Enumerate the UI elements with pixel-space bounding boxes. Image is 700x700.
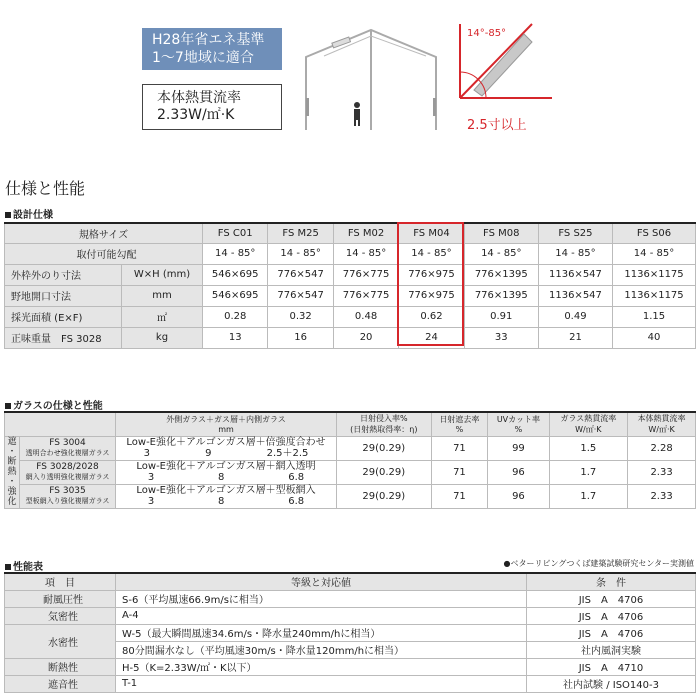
glass-header-uv: UVカット率 % xyxy=(488,412,549,436)
spec-cell: 776×547 xyxy=(268,285,333,306)
spec-cell: 776×975 xyxy=(399,285,464,306)
glass-uv-cut: 99 xyxy=(488,436,549,460)
spec-cell: 14 - 85° xyxy=(268,243,333,264)
spec-cell: 0.32 xyxy=(268,306,333,327)
spec-row-label: 取付可能勾配 xyxy=(5,243,203,264)
glass-body-u-value: 2.28 xyxy=(628,436,696,460)
glass-solar-in: 29(0.29) xyxy=(337,436,432,460)
perf-item: 断熱性 xyxy=(5,658,116,675)
glass-solar-in: 29(0.29) xyxy=(337,484,432,508)
perf-item: 気密性 xyxy=(5,607,116,624)
spec-cell: 14 - 85° xyxy=(333,243,398,264)
perf-header-item: 項 目 xyxy=(5,573,116,590)
spec-header-size: FS S06 xyxy=(613,223,696,243)
spec-cell: 14 - 85° xyxy=(203,243,268,264)
spec-cell: 546×695 xyxy=(203,285,268,306)
compliance-line1: H28年省エネ基準 xyxy=(152,32,265,48)
spec-cell: 14 - 85° xyxy=(399,243,464,264)
glass-header-solar-cut: 日射遮去率 % xyxy=(431,412,488,436)
spec-cell: 1136×1175 xyxy=(613,264,696,285)
perf-condition: JIS A 4706 xyxy=(527,590,696,607)
spec-row-label: 正味重量 FS 3028 xyxy=(5,327,122,348)
spec-cell: 776×775 xyxy=(333,285,398,306)
spec-header-label: 規格サイズ xyxy=(5,223,203,243)
spec-header-size: FS M08 xyxy=(464,223,538,243)
glass-solar-cut: 71 xyxy=(431,484,488,508)
glass-header-body-u: 本体熱貫流率 W/㎡·K xyxy=(628,412,696,436)
spec-cell: 1136×547 xyxy=(538,285,612,306)
spec-header-size: FS C01 xyxy=(203,223,268,243)
design-spec-table xyxy=(4,222,696,349)
glass-product-code: FS 3028/2028 網入り透明強化複層ガラス xyxy=(20,460,116,484)
perf-grade: H-5（K=2.33W/㎡・K以下） xyxy=(116,658,527,675)
spec-cell: 1.15 xyxy=(613,306,696,327)
compliance-line2: 1～7地域に適合 xyxy=(152,50,254,66)
spec-cell: 546×695 xyxy=(203,264,268,285)
perf-item: 耐風圧性 xyxy=(5,590,116,607)
roof-pitch-label: 2.5寸以上 xyxy=(467,118,527,133)
perf-grade: W-5（最大瞬間風速34.6m/s・降水量240mm/hに相当） xyxy=(116,624,527,641)
compliance-badge xyxy=(142,28,282,70)
spec-cell: 776×975 xyxy=(399,264,464,285)
glass-u-value: 1.7 xyxy=(549,484,628,508)
perf-condition: JIS A 4706 xyxy=(527,624,696,641)
spec-header-size: FS S25 xyxy=(538,223,612,243)
spec-row-unit: ㎡ xyxy=(122,306,203,327)
spec-header-size: FS M02 xyxy=(333,223,398,243)
perf-header-grade: 等級と対応値 xyxy=(116,573,527,590)
glass-header-blank xyxy=(5,412,116,436)
glass-header-glass-u: ガラス熱貫流率 W/㎡·K xyxy=(549,412,628,436)
perf-item: 遮音性 xyxy=(5,675,116,692)
glass-composition: Low-E強化＋アルゴンガス層＋倍強度合わせ 3 9 2.5＋2.5 xyxy=(116,436,337,460)
spec-cell: 776×1395 xyxy=(464,264,538,285)
glass-side-label: 遮 ・ 断 熱 ・ 強 化 xyxy=(5,436,20,508)
spec-cell: 776×775 xyxy=(333,264,398,285)
performance-title: 性能表 xyxy=(5,558,43,573)
spec-cell: 13 xyxy=(203,327,268,348)
spec-cell: 40 xyxy=(613,327,696,348)
glass-spec-table xyxy=(4,411,696,509)
spec-row-unit: mm xyxy=(122,285,203,306)
glass-header-solar-in: 日射侵入率% (日射熱取得率：η) xyxy=(337,412,432,436)
spec-cell: 1136×1175 xyxy=(613,285,696,306)
glass-u-value: 1.7 xyxy=(549,460,628,484)
glass-composition: Low-E強化＋アルゴンガス層＋網入透明 3 8 6.8 xyxy=(116,460,337,484)
spec-cell: 0.48 xyxy=(333,306,398,327)
glass-u-value: 1.5 xyxy=(549,436,628,460)
spec-cell: 776×547 xyxy=(268,264,333,285)
highlight-column-box xyxy=(397,222,464,346)
spec-cell: 776×1395 xyxy=(464,285,538,306)
spec-row-unit: W×H (mm) xyxy=(122,264,203,285)
glass-body-u-value: 2.33 xyxy=(628,460,696,484)
glass-product-code: FS 3035 型板網入り強化複層ガラス xyxy=(20,484,116,508)
perf-grade: S-6（平均風速66.9m/sに相当） xyxy=(116,590,527,607)
spec-cell: 0.28 xyxy=(203,306,268,327)
perf-grade: T-1 xyxy=(116,675,527,692)
glass-solar-in: 29(0.29) xyxy=(337,460,432,484)
spec-cell: 0.91 xyxy=(464,306,538,327)
spec-cell: 0.62 xyxy=(399,306,464,327)
spec-cell: 1136×547 xyxy=(538,264,612,285)
spec-cell: 24 xyxy=(399,327,464,348)
performance-table xyxy=(4,572,696,693)
perf-grade: 80分間漏水なし（平均風速30m/s・降水量120mm/hに相当） xyxy=(116,641,527,658)
spec-cell: 16 xyxy=(268,327,333,348)
glass-uv-cut: 96 xyxy=(488,484,549,508)
uvalue-badge xyxy=(142,84,282,130)
glass-solar-cut: 71 xyxy=(431,460,488,484)
perf-condition: 社内試験 / ISO140-3 xyxy=(527,675,696,692)
angle-label: 14°-85° xyxy=(467,28,507,39)
uvalue-line1: 本体熱貫流率 xyxy=(157,90,241,106)
page-title: 仕様と性能 xyxy=(5,179,86,198)
spec-header-size: FS M04 xyxy=(399,223,464,243)
perf-item: 水密性 xyxy=(5,624,116,658)
glass-composition: Low-E強化＋アルゴンガス層＋型板網入 3 8 6.8 xyxy=(116,484,337,508)
spec-cell: 14 - 85° xyxy=(538,243,612,264)
spec-cell: 14 - 85° xyxy=(464,243,538,264)
house-section-diagram xyxy=(296,22,446,134)
perf-grade: A-4 xyxy=(116,607,527,624)
uvalue-line2: 2.33W/㎡·K xyxy=(157,107,235,123)
spec-row-label: 野地開口寸法 xyxy=(5,285,122,306)
spec-row-label: 外枠外のり寸法 xyxy=(5,264,122,285)
glass-uv-cut: 96 xyxy=(488,460,549,484)
glass-solar-cut: 71 xyxy=(431,436,488,460)
spec-cell: 14 - 85° xyxy=(613,243,696,264)
spec-cell: 0.49 xyxy=(538,306,612,327)
glass-body-u-value: 2.33 xyxy=(628,484,696,508)
glass-header-composition: 外側ガラス＋ガス層＋内側ガラス mm xyxy=(116,412,337,436)
spec-row-unit: kg xyxy=(122,327,203,348)
perf-header-condition: 条 件 xyxy=(527,573,696,590)
performance-note: ●ベターリビングつくば建築試験研究センター実測値 xyxy=(503,559,694,568)
glass-product-code: FS 3004 透明合わせ強化複層ガラス xyxy=(20,436,116,460)
glass-spec-title: ガラスの仕様と性能 xyxy=(5,397,103,412)
spec-cell: 20 xyxy=(333,327,398,348)
perf-condition: 社内風洞実験 xyxy=(527,641,696,658)
perf-condition: JIS A 4710 xyxy=(527,658,696,675)
spec-cell: 33 xyxy=(464,327,538,348)
spec-header-size: FS M25 xyxy=(268,223,333,243)
design-spec-title: 設計仕様 xyxy=(5,206,53,221)
perf-condition: JIS A 4706 xyxy=(527,607,696,624)
spec-row-label: 採光面積 (E×F) xyxy=(5,306,122,327)
spec-cell: 21 xyxy=(538,327,612,348)
